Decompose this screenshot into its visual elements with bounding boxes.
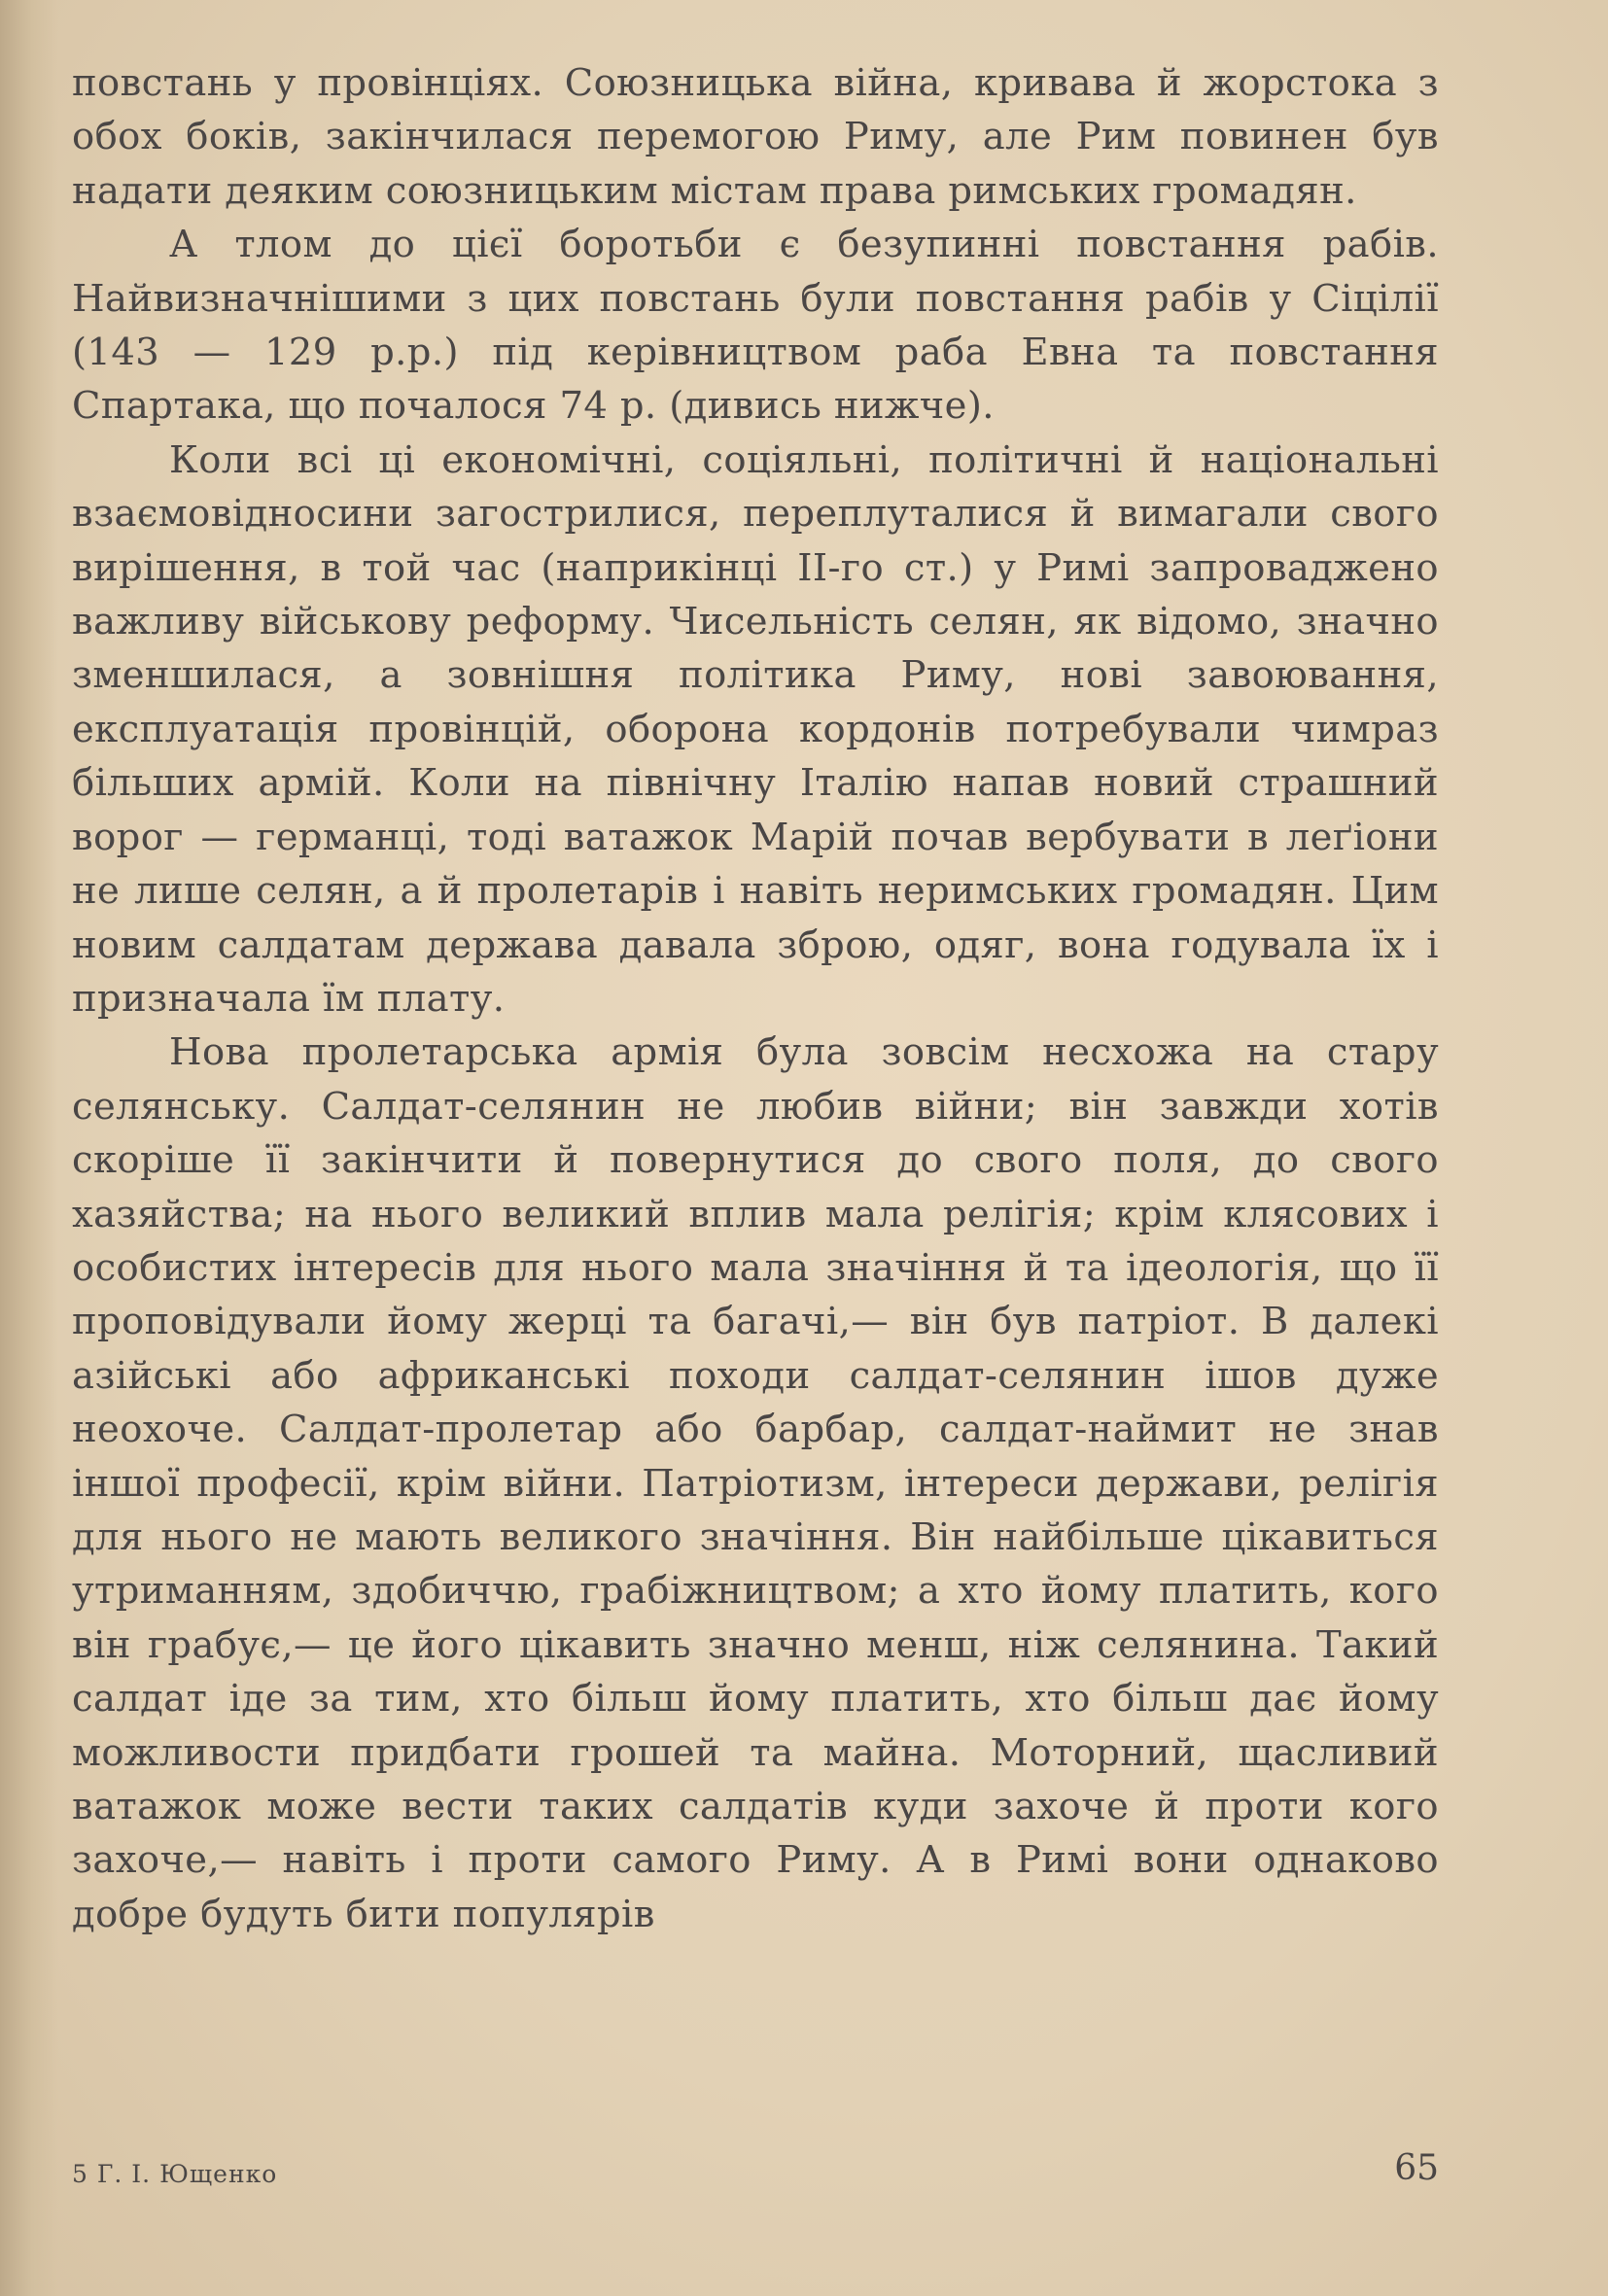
- page-spine-shadow: [0, 0, 58, 2296]
- page-footer: [72, 2148, 1439, 2197]
- paragraph-slave-revolts: А тлом до цієї боротьби є безупинні повстання рабів. Найвизначнішими з цих повстань були повстання рабів у Сіцілії (143 — 129 р.р.) під керівництвом раба Евна та повстання Спартака, що почалося 74 р. (дивись нижче).: [72, 223, 1439, 429]
- paragraph-military-reform: Коли всі ці економічні, соціяльні, політичні й національні взаємовідносини загострилися, переплуталися й вимагали свого вирішення, в той час (наприкінці ІІ-го ст.) у Римі запроваджено важливу військову реформу. Чисельність селян, як відомо, значно зменшилася, а зовнішня політика Риму, нові завоювання, експлуатація провінцій, оборона кордонів потребували чимраз більших армій. Коли на північну Італію напав новий страшний ворог — германці, тоді ватажок Марій почав вербувати в леґіони не лише селян, а й пролетарів і навіть неримських громадян. Цим новим салдатам держава давала зброю, одяг, вона годувала їх і призначала їм плату.: [72, 437, 1439, 1021]
- paragraph-continued: повстань у провінціях. Союзницька війна, кривава й жорстока з обох боків, закінчилася перемогою Риму, але Рим повинен був надати деяким союзницьким містам права римських громадян.: [72, 61, 1439, 213]
- printer-signature: 5 Г. І. Ющенко: [72, 2160, 278, 2188]
- page-number: 65: [1394, 2148, 1439, 2188]
- body-text: [72, 56, 1439, 1941]
- paragraph-proletarian-army: Нова пролетарська армія була зовсім несхожа на стару селянську. Салдат-селянин не любив війни; він завжди хотів скоріше її закінчити й повернутися до свого поля, до свого хазяйства; на нього великий вплив мала релігія; крім клясових і особистих інтересів для нього мала значіння й та ідеологія, що її проповідували йому жерці та багачі,— він був патріот. В далекі азійські або африканські походи салдат-селянин ішов дуже неохоче. Салдат-пролетар або барбар, салдат-наймит не знав іншої професії, крім війни. Патріотизм, інтереси держави, релігія для нього не мають великого значіння. Він найбільше цікавиться утриманням, здобиччю, грабіжництвом; а хто йому платить, кого він грабує,— це його цікавить значно менш, ніж селянина. Такий салдат іде за тим, хто більш йому платить, хто більш дає йому можливости придбати грошей та майна. Моторний, щасливий ватажок може вести таких салдатів куди захоче й проти кого захоче,— навіть і проти самого Риму. А в Римі вони однаково добре будуть бити популярів: [72, 1030, 1439, 1936]
